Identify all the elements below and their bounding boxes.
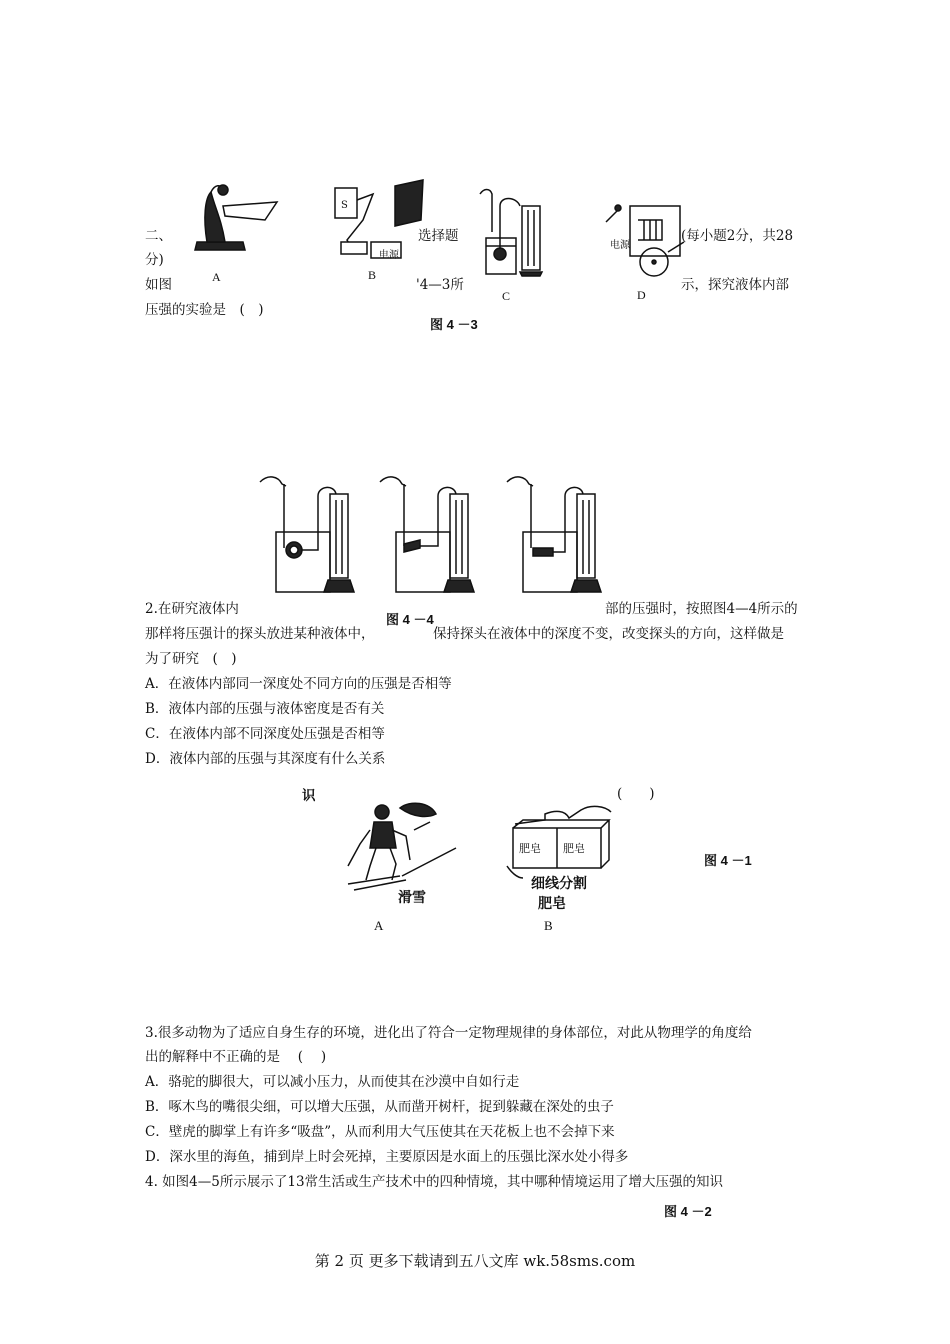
section-heading: 二、 [145, 228, 172, 244]
q2-line1-part2: 部的压强时，按照图4—4所示的 [605, 601, 798, 617]
figure-4-4-drawing-2 [378, 470, 478, 596]
figure-4-1-label-b: B [544, 918, 553, 933]
figure-4-1-caption: 图 4 －1 [704, 853, 752, 868]
figure-4-3-drawing-c [470, 186, 550, 278]
q3-option-b: B．啄木鸟的嘴很尖细，可以增大压强，从而凿开树杆，捉到躲藏在深处的虫子 [145, 1099, 614, 1115]
q4-line1: 4. 如图4—5所示展示了13常生活或生产技术中的四种情境，其中哪种情境运用了增大压强的知识 [145, 1174, 724, 1190]
figure-4-3-drawing-a [185, 178, 290, 258]
figure-4-1-label-a: A [374, 918, 384, 933]
figure-4-3-label-d: D [637, 288, 646, 302]
figure-4-4-drawing-1 [258, 470, 358, 596]
q3-line1: 3.很多动物为了适应自身生存的环境，进化出了符合一定物理规律的身体部位，对此从物理学的角度给 [145, 1025, 752, 1041]
figure-4-3-power-label-d: 电源 [610, 240, 630, 251]
q2-line2-part1: 那样将压强计的探头放进某种液体中， [145, 626, 375, 642]
q1-text-part4: 压强的实验是 ( ) [145, 302, 264, 318]
figure-4-3-label-b: B [368, 268, 377, 282]
q3-option-c: C．壁虎的脚掌上有许多“吸盘”，从而利用大气压使其在天花板上也不会掉下来 [145, 1124, 615, 1140]
figure-4-3-power-label-b: 电源 [379, 250, 399, 261]
figure-4-3-label-c: C [502, 289, 511, 303]
figure-4-1-soap-label-2: 肥皂 [538, 895, 566, 911]
section-scoring-tail: 分) [145, 252, 164, 268]
q1-text-part1: 如图 [145, 277, 172, 293]
q1-text-part3: 示，探究液体内部 [681, 277, 789, 293]
q2-line2-part2: 保持探头在液体中的深度不变，改变探头的方向，这样做是 [433, 626, 784, 642]
page-footer: 第 2 页 更多下载请到五八文库 wk.58sms.com [314, 1252, 636, 1270]
soap-left-text: 肥皂 [519, 842, 541, 855]
q2-option-c: C．在液体内部不同深度处压强是否相等 [145, 726, 385, 742]
q3-option-a: A．骆驼的脚很大，可以减小压力，从而使其在沙漠中自如行走 [145, 1074, 520, 1090]
figure-4-1-skiing-label: 滑雪 [398, 889, 426, 905]
figure-4-4-caption: 图 4 －4 [386, 612, 434, 627]
q1-text-part2: '4—3所 [416, 277, 464, 293]
section-title: 选择题 [418, 228, 459, 244]
q3-line2: 出的解释中不正确的是 ( ) [145, 1049, 327, 1065]
figure-4-1-soap-label-1: 细线分割 [531, 875, 587, 891]
figure-4-1-lead: 识 [302, 788, 316, 804]
q2-line3: 为了研究 ( ) [145, 651, 237, 667]
section-scoring: (每小题2分，共28 [681, 228, 794, 244]
figure-4-2-caption: 图 4 －2 [664, 1204, 712, 1219]
q2-option-a: A．在液体内部同一深度处不同方向的压强是否相等 [145, 676, 452, 692]
figure-4-1-skiing-drawing [340, 800, 460, 892]
q2-option-d: D．液体内部的压强与其深度有什么关系 [145, 751, 386, 767]
figure-4-1-paren: ( ) [617, 786, 655, 802]
soap-right-text: 肥皂 [563, 842, 585, 855]
figure-4-3-label-a: A [212, 270, 221, 284]
q2-line1-part1: 2.在研究液体内 [145, 601, 239, 617]
figure-4-4-drawing-3 [505, 470, 605, 596]
q3-option-d: D．深水里的海鱼，捕到岸上时会死掉，主要原因是水面上的压强比深水处小得多 [145, 1149, 629, 1165]
q2-option-b: B．液体内部的压强与液体密度是否有关 [145, 701, 385, 717]
figure-4-3-caption: 图 4 －3 [430, 317, 478, 332]
figure-4-1-soap-drawing [505, 800, 625, 880]
svg-text:S: S [341, 200, 348, 211]
